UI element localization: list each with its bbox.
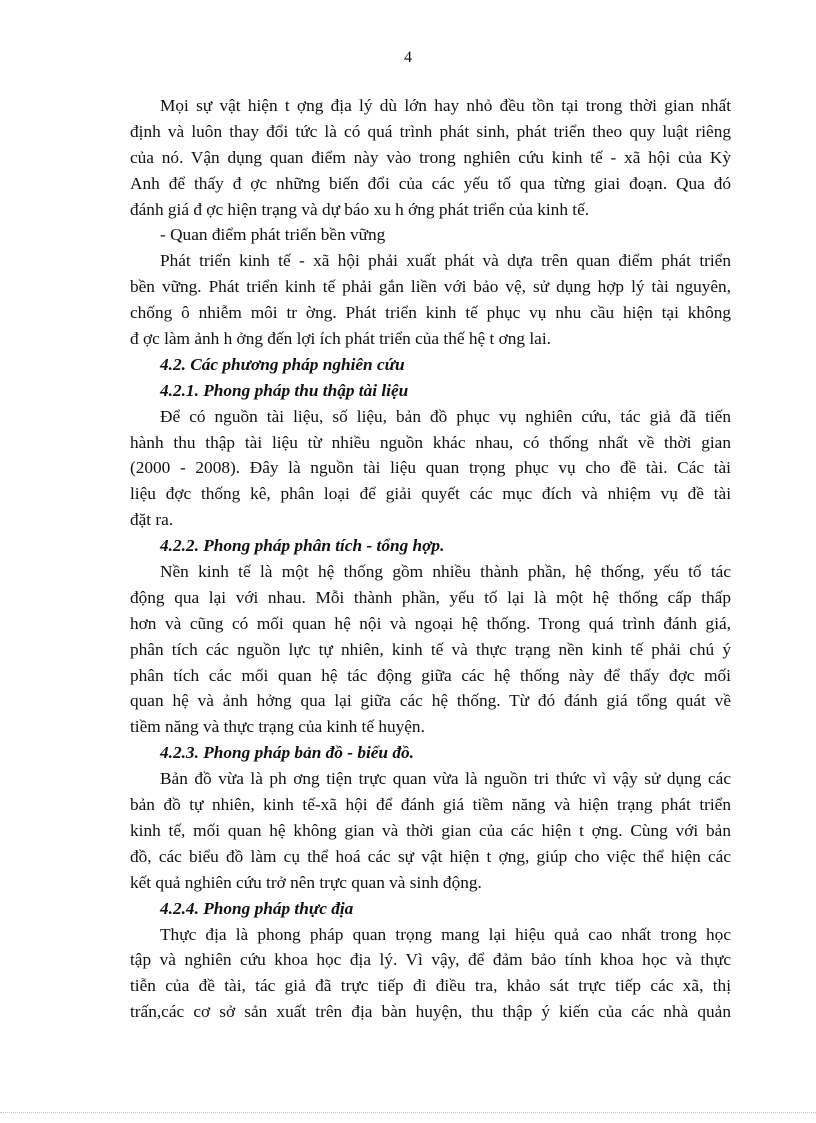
paragraph-line: phân tích các nguồn lực tự nhiên, kinh tế và thực trạng nền kinh tế phải chú ý bbox=[130, 639, 731, 659]
paragraph-line: đồ, các biểu đồ làm cụ thể hoá các sự vật hiện t ợng, giúp cho việc thể hiện các bbox=[130, 846, 731, 866]
paragraph-line: Thực địa là phong pháp quan trọng mang lại hiệu quả cao nhất trong học bbox=[160, 924, 731, 944]
paragraph-line: hơn và cũng có mối quan hệ nội và ngoại hệ thống. Trong quá trình đánh giá, bbox=[130, 613, 731, 633]
paragraph-line: phân tích các mối quan hệ tác động giữa các hệ thống này để thấy đợc mối bbox=[130, 665, 731, 685]
paragraph-line: chống ô nhiễm môi tr ờng. Phát triển kinh tế phục vụ nhu cầu hiện tại không bbox=[130, 303, 731, 323]
paragraph-line: kinh tế, mối quan hệ không gian và thời gian của các hiện t ợng. Cùng với bản bbox=[130, 820, 731, 840]
document-body bbox=[130, 93, 731, 1025]
section-heading: 4.2.2. Phong pháp phân tích - tổng hợp. bbox=[160, 536, 445, 556]
paragraph-line: động qua lại với nhau. Mỗi thành phần, yếu tố lại là một hệ thống cấp thấp bbox=[130, 587, 731, 607]
paragraph-line: định và luôn thay đổi tức là có quá trình phát sinh, phát triển theo quy luật riêng bbox=[130, 121, 731, 141]
paragraph-line: tập và nghiên cứu khoa học địa lý. Vì vậy, để đảm bảo tính khoa học và thực bbox=[130, 950, 731, 970]
paragraph-line: đánh giá đ ợc hiện trạng và dự báo xu h ớng phát triển của kinh tế. bbox=[130, 199, 590, 219]
paragraph-line: liệu đợc thống kê, phân loại để giải quyết các mục đích và nhiệm vụ đề tài bbox=[130, 484, 731, 504]
paragraph-line: tiềm năng và thực trạng của kinh tế huyện. bbox=[130, 717, 425, 737]
paragraph-line: bản đồ tự nhiên, kinh tế-xã hội để đánh giá tiềm năng và hiện trạng phát triển bbox=[130, 795, 731, 815]
paragraph-line: Nền kinh tế là một hệ thống gồm nhiều thành phần, hệ thống, yếu tố tác bbox=[160, 562, 731, 582]
paragraph-line: Bản đồ vừa là ph ơng tiện trực quan vừa là nguồn tri thức vì vậy sử dụng các bbox=[160, 769, 731, 789]
paragraph-line: hành thu thập tài liệu từ nhiều nguồn khác nhau, có thống nhất về thời gian bbox=[130, 432, 731, 452]
paragraph-line: Phát triển kinh tế - xã hội phải xuất phát và dựa trên quan điểm phát triển bbox=[160, 251, 731, 271]
section-heading: 4.2.3. Phong pháp bản đồ - biểu đồ. bbox=[160, 743, 414, 763]
paragraph-line: (2000 - 2008). Đây là nguồn tài liệu quan trọng phục vụ cho đề tài. Các tài bbox=[130, 458, 731, 478]
page-bottom-divider bbox=[0, 1112, 816, 1113]
paragraph-line: Mọi sự vật hiện t ợng địa lý dù lớn hay nhỏ đều tồn tại trong thời gian nhất bbox=[160, 96, 731, 115]
section-heading: 4.2.4. Phong pháp thực địa bbox=[160, 898, 354, 918]
paragraph-line: kết quả nghiên cứu trở nên trực quan và sinh động. bbox=[130, 872, 482, 892]
page-number: 4 bbox=[404, 49, 412, 66]
paragraph-line: Anh để thấy đ ợc những biến đổi của các yếu tố qua từng giai đoạn. Qua đó bbox=[130, 173, 731, 193]
paragraph-line: tiễn của đề tài, tác giả đã trực tiếp đi điều tra, khảo sát trực tiếp các xã, thị bbox=[130, 976, 731, 996]
paragraph-line: quan hệ và ảnh hởng qua lại giữa các hệ thống. Từ đó đánh giá tổng quát về bbox=[130, 691, 731, 711]
paragraph-line: đ ợc làm ảnh h ởng đến lợi ích phát triển của thế hệ t ơng lai. bbox=[130, 329, 551, 349]
paragraph-line: Để có nguồn tài liệu, số liệu, bản đồ phục vụ nghiên cứu, tác giả đã tiến bbox=[160, 406, 731, 426]
paragraph-line: bền vững. Phát triển kinh tế phải gắn liền với bảo vệ, sử dụng hợp lý tài nguyên, bbox=[130, 277, 731, 297]
paragraph-line: trấn,các cơ sở sản xuất trên địa bàn huyện, thu thập ý kiến của các nhà quản bbox=[130, 1002, 731, 1022]
section-heading: 4.2.1. Phong pháp thu thập tài liệu bbox=[160, 380, 409, 400]
paragraph-line: đặt ra. bbox=[130, 510, 174, 530]
paragraph-line: của nó. Vận dụng quan điểm này vào trong nghiên cứu kinh tế - xã hội của Kỳ bbox=[130, 147, 731, 167]
subheading-line: - Quan điểm phát triển bền vững bbox=[160, 225, 386, 245]
section-heading: 4.2. Các phương pháp nghiên cứu bbox=[160, 354, 405, 374]
